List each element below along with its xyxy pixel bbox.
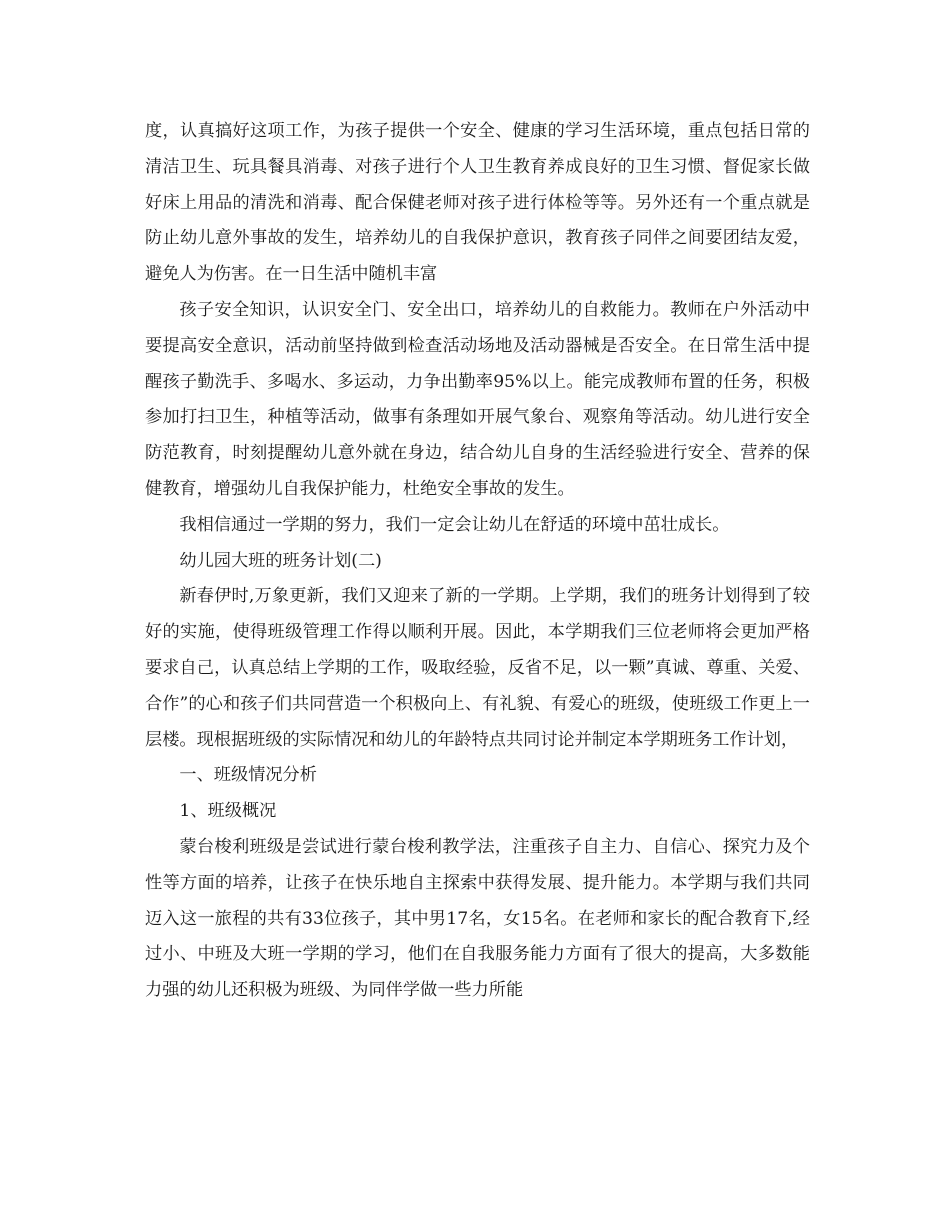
heading-class-analysis: 一、班级情况分析: [179, 765, 317, 786]
section-title-plan-two: 幼儿园大班的班务计划(二): [179, 550, 382, 571]
paragraph-class-overview: 蒙台梭利班级是尝试进行蒙台梭利教学法，注重孩子自主力、自信心、探究力及个性等方面的培养，让孩子在快乐地自主探索中获得发展、提升能力。本学期与我们共同迈入这一旅程的共有33位孩子，其中男17名，女15名。在老师和家长的配合教育下,经过小、中班及大班一学期的学习，他们在自我服务能力方面有了很大的提高，大多数能力强的幼儿还积极为班级、为同伴学做一些力所能: [145, 836, 810, 1001]
paragraph-continuation: 度，认真搞好这项工作，为孩子提供一个安全、健康的学习生活环境，重点包括日常的清洁卫生、玩具餐具消毒、对孩子进行个人卫生教育养成良好的卫生习惯、督促家长做好床上用品的清洗和消毒、配合保健老师对孩子进行体检等等。另外还有一个重点就是防止幼儿意外事故的发生，培养幼儿的自我保护意识，教育孩子同伴之间要团结友爱，避免人为伤害。在一日生活中随机丰富: [145, 121, 810, 285]
paragraph-conclusion: 我相信通过一学期的努力，我们一定会让幼儿在舒适的环境中茁壮成长。: [179, 514, 730, 535]
paragraph-introduction: 新春伊时,万象更新，我们又迎来了新的一学期。上学期，我们的班务计划得到了较好的实施，使得班级管理工作得以顺利开展。因此，本学期我们三位老师将会更加严格要求自己，认真总结上学期的工作，吸取经验，反省不足，以一颗”真诚、尊重、关爱、合作”的心和孩子们共同营造一个积极向上、有礼貌、有爱心的班级，使班级工作更上一层楼。现根据班级的实际情况和幼儿的年龄特点共同讨论并制定本学期班务工作计划，: [145, 586, 810, 750]
heading-class-overview: 1、班级概况: [179, 801, 277, 822]
document-body: [145, 114, 810, 1009]
paragraph-safety-knowledge: 孩子安全知识，认识安全门、安全出口，培养幼儿的自救能力。教师在户外活动中要提高安全意识，活动前坚持做到检查活动场地及活动器械是否安全。在日常生活中提醒孩子勤洗手、多喝水、多运动，力争出勤率95%以上。能完成教师布置的任务，积极参加打扫卫生，种植等活动，做事有条理如开展气象台、观察角等活动。幼儿进行安全防范教育，时刻提醒幼儿意外就在身边，结合幼儿自身的生活经验进行安全、营养的保健教育，增强幼儿自我保护能力，杜绝安全事故的发生。: [145, 299, 810, 499]
